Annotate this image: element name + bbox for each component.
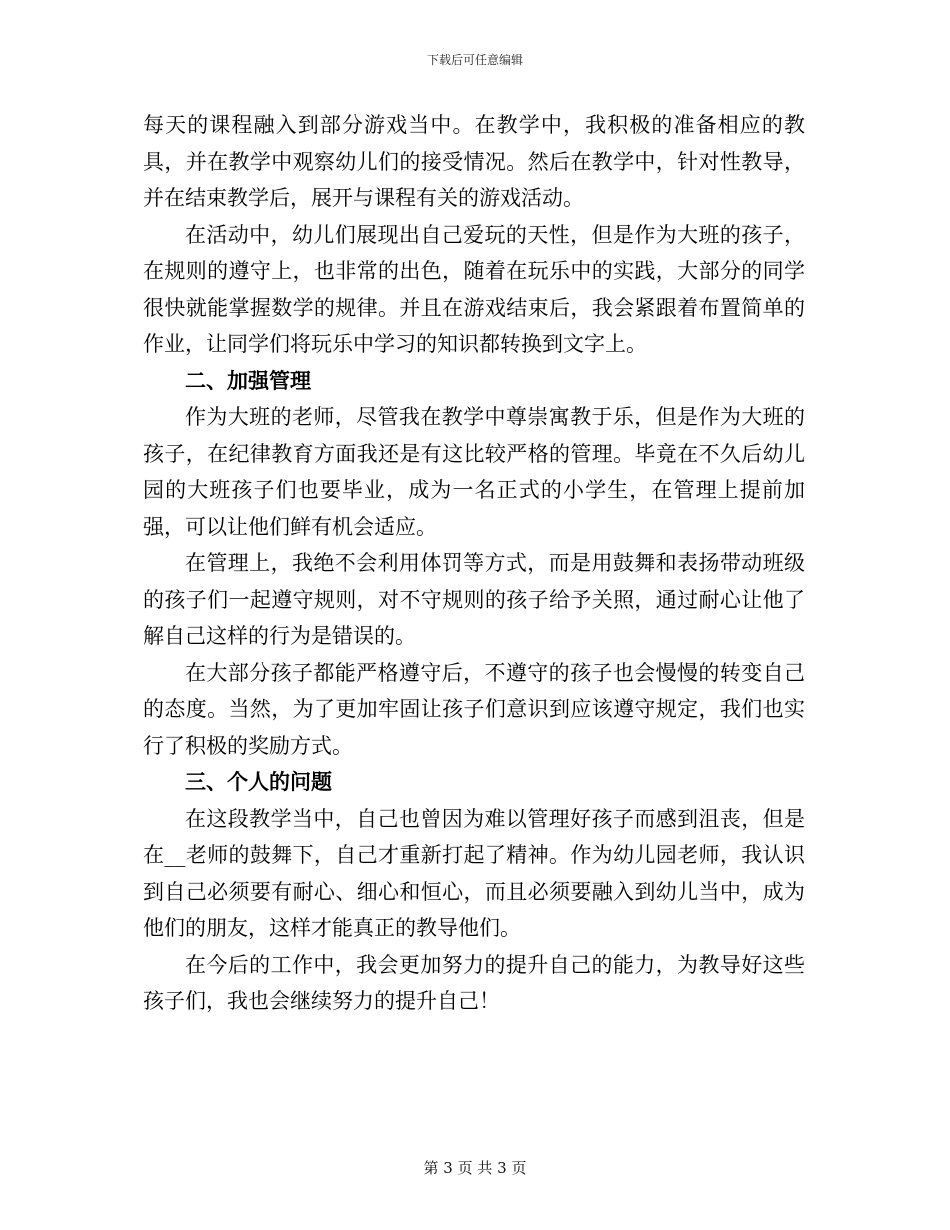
section-heading-personal-issues: 三、个人的问题 bbox=[185, 770, 332, 794]
paragraph-4: 在管理上，我绝不会利用体罚等方式，而是用鼓舞和表扬带动班级的孩子们一起遵守规则，对不守规则的孩子给予关照，通过耐心让他了解自己这样的行为是错误的。 bbox=[143, 551, 805, 648]
paragraph-7: 在今后的工作中，我会更加努力的提升自己的能力，为教导好这些孩子们，我也会继续努力的提升自己！ bbox=[143, 952, 805, 1013]
page-number-footer: 第 3 页 共 3 页 bbox=[423, 1159, 527, 1177]
paragraph-5: 在大部分孩子都能严格遵守后，不遵守的孩子也会慢慢的转变自己的态度。当然，为了更加牢固让孩子们意识到应该遵守规定，我们也实行了积极的奖励方式。 bbox=[143, 660, 805, 758]
document-body bbox=[143, 107, 805, 1020]
section-heading-management: 二、加强管理 bbox=[185, 368, 311, 393]
paragraph-3: 作为大班的老师，尽管我在教学中尊崇寓教于乐，但是作为大班的孩子，在纪律教育方面我还是有这比较严格的管理。毕竟在不久后幼儿园的大班孩子们也要毕业，成为一名正式的小学生，在管理上提前加强，可以让他们鲜有机会适应。 bbox=[143, 405, 805, 539]
paragraph-1: 每天的课程融入到部分游戏当中。在教学中，我积极的准备相应的教具，并在教学中观察幼儿们的接受情况。然后在教学中，针对性教导，并在结束教学后，展开与课程有关的游戏活动。 bbox=[143, 113, 805, 210]
paragraph-2: 在活动中，幼儿们展现出自己爱玩的天性，但是作为大班的孩子，在规则的遵守上，也非常的出色，随着在玩乐中的实践，大部分的同学很快就能掌握数学的规律。并且在游戏结束后，我会紧跟着布置简单的作业，让同学们将玩乐中学习的知识都转换到文字上。 bbox=[143, 222, 805, 356]
paragraph-6: 在这段教学当中，自己也曾因为难以管理好孩子而感到沮丧，但是在__老师的鼓舞下，自己才重新打起了精神。作为幼儿园老师，我认识到自己必须要有耐心、细心和恒心，而且必须要融入到幼儿当中，成为他们的朋友，这样才能真正的教导他们。 bbox=[143, 806, 805, 940]
page-header: 下载后可任意编辑 bbox=[426, 53, 523, 67]
